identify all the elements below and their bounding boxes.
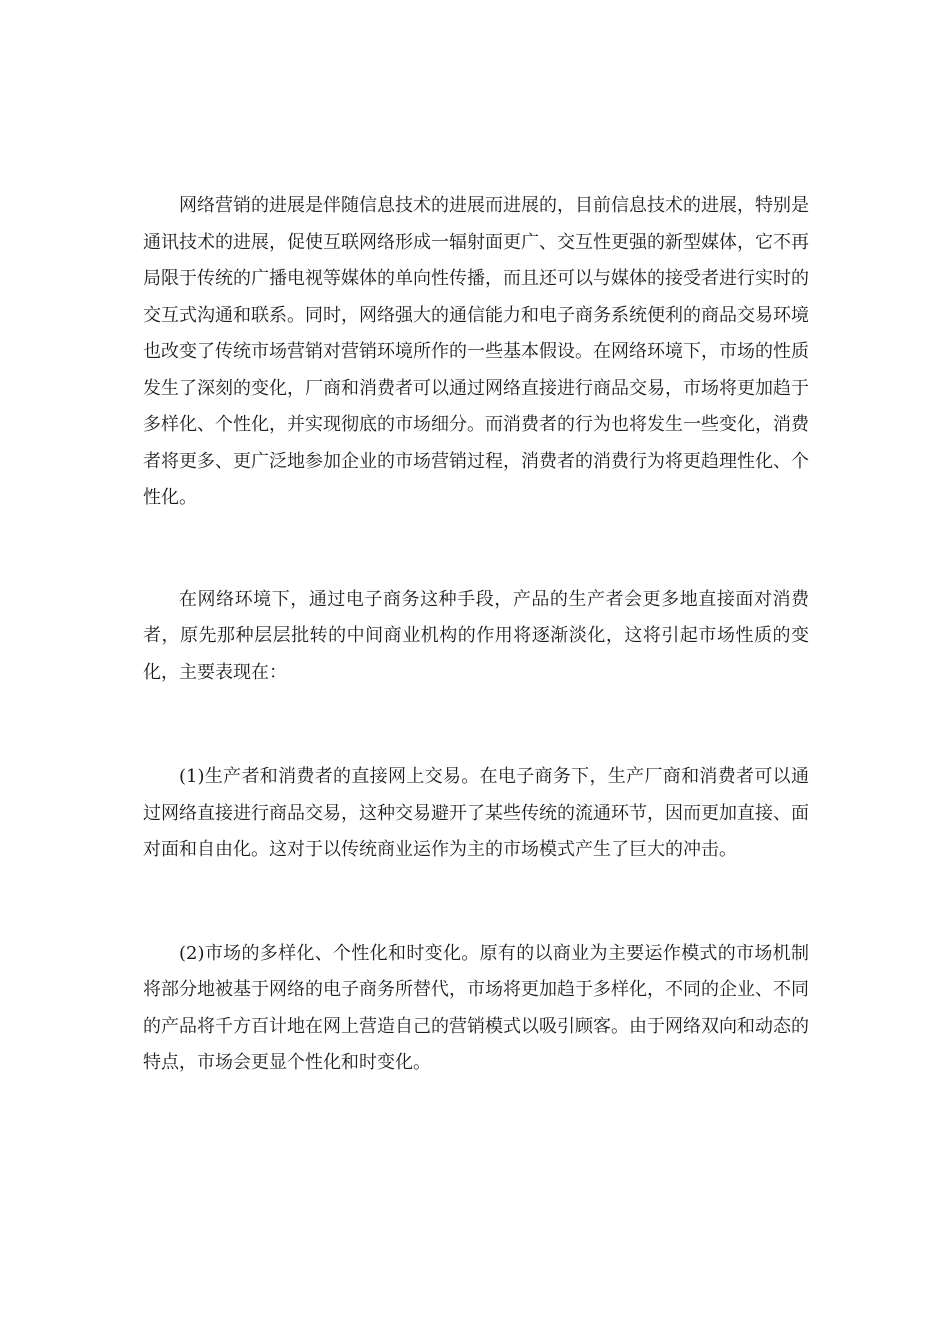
paragraph-market-nature-change: 在网络环境下，通过电子商务这种手段，产品的生产者会更多地直接面对消费者，原先那种层层批转的中间商业机构的作用将逐渐淡化，这将引起市场性质的变化，主要表现在： — [143, 588, 809, 683]
paragraph-network-marketing-development: 网络营销的进展是伴随信息技术的进展而进展的，目前信息技术的进展，特别是通讯技术的进展，促使互联网络形成一辐射面更广、交互性更强的新型媒体，它不再局限于传统的广播电视等媒体的单向性传播，而且还可以与媒体的接受者进行实时的交互式沟通和联系。同时，网络强大的通信能力和电子商务系统便利的商品交易环境也改变了传统市场营销对营销环境所作的一些基本假设。在网络环境下，市场的性质发生了深刻的变化，厂商和消费者可以通过网络直接进行商品交易，市场将更加趋于多样化、个性化，并实现彻底的市场细分。而消费者的行为也将发生一些变化，消费者将更多、更广泛地参加企业的市场营销过程，消费者的消费行为将更趋理性化、个性化。 — [143, 195, 809, 508]
document-body — [143, 188, 809, 1082]
paragraph-market-diversification: (2)市场的多样化、个性化和时变化。原有的以商业为主要运作模式的市场机制将部分地被基于网络的电子商务所替代，市场将更加趋于多样化，不同的企业、不同的产品将千方百计地在网上营造自己的营销模式以吸引顾客。由于网络双向和动态的特点，市场会更显个性化和时变化。 — [143, 942, 809, 1073]
paragraph-direct-online-trading: (1)生产者和消费者的直接网上交易。在电子商务下，生产厂商和消费者可以通过网络直接进行商品交易，这种交易避开了某些传统的流通环节，因而更加直接、面对面和自由化。这对于以传统商业运作为主的市场模式产生了巨大的冲击。 — [143, 766, 809, 860]
